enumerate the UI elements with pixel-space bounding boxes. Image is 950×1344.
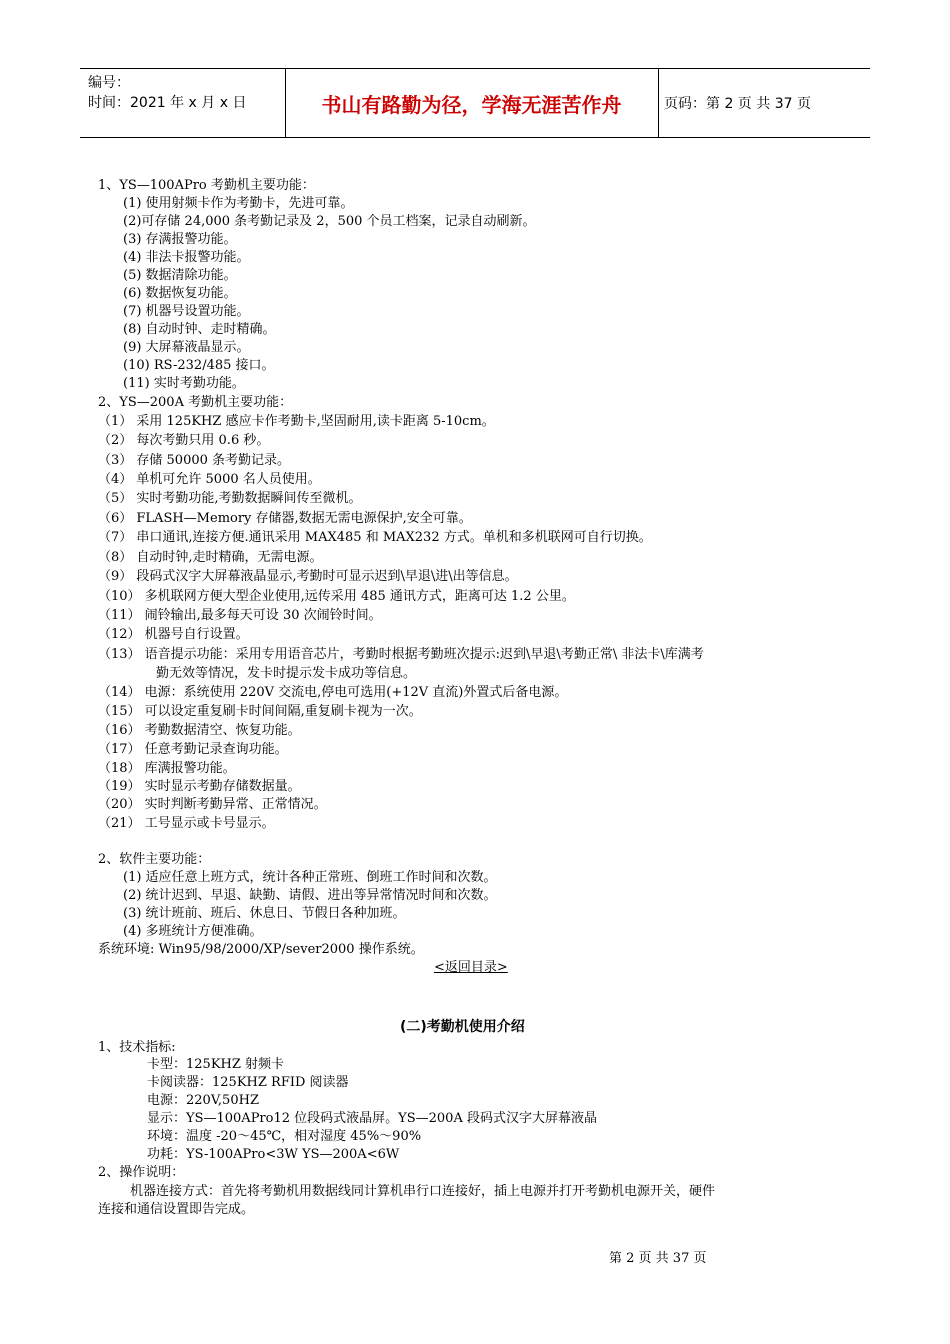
spec-item: 功耗：YS-100APro<3W YS—200A<6W (147, 1147, 400, 1162)
list-item: (7) 机器号设置功能。 (123, 304, 250, 319)
list-item: （16） 考勤数据清空、恢复功能。 (98, 723, 301, 738)
list-item: （19） 实时显示考勤存储数据量。 (98, 779, 301, 794)
list-item: （15） 可以设定重复刷卡时间间隔,重复刷卡视为一次。 (98, 704, 422, 719)
list-item: （6） FLASH—Memory 存储器,数据无需电源保护,安全可靠。 (98, 511, 472, 526)
list-item: （20） 实时判断考勤异常、正常情况。 (98, 797, 327, 812)
paragraph: 机器连接方式：首先将考勤机用数据线同计算机串行口连接好，插上电源并打开考勤机电源开关，硬件 (130, 1184, 716, 1199)
spec-item: 卡型：125KHZ 射频卡 (147, 1057, 285, 1072)
list-item: (11) 实时考勤功能。 (123, 376, 245, 391)
list-item: （7） 串口通讯,连接方便.通讯采用 MAX485 和 MAX232 方式。单机和多机联网可自行切换。 (98, 530, 652, 545)
list-item: （3） 存储 50000 条考勤记录。 (98, 453, 291, 468)
back-to-contents-link[interactable]: <返回目录> (434, 960, 508, 975)
list-item: (2) 统计迟到、早退、缺勤、请假、进出等异常情况时间和次数。 (123, 888, 497, 903)
list-item: （9） 段码式汉字大屏幕液晶显示,考勤时可显示迟到\早退\进\出等信息。 (98, 569, 518, 584)
page-header (80, 68, 870, 138)
header-divider (658, 69, 659, 137)
list-item: (10) RS-232/485 接口。 (123, 358, 275, 373)
spec-item: 电源：220V,50HZ (147, 1093, 259, 1108)
paragraph-continuation: 连接和通信设置即告完成。 (98, 1202, 255, 1217)
page-footer: 第 2 页 共 37 页 (609, 1251, 707, 1266)
list-item: (8) 自动时钟、走时精确。 (123, 322, 276, 337)
list-item: （14） 电源：系统使用 220V 交流电,停电可选用(+12V 直流)外置式后备电源。 (98, 685, 568, 700)
list-item: （21） 工号显示或卡号显示。 (98, 816, 275, 831)
list-item: (9) 大屏幕液晶显示。 (123, 340, 250, 355)
list-item: （11） 闹铃输出,最多每天可设 30 次闹铃时间。 (98, 608, 382, 623)
list-item: （5） 实时考勤功能,考勤数据瞬间传至微机。 (98, 491, 362, 506)
section-heading: 1、YS—100APro 考勤机主要功能： (98, 178, 315, 193)
list-item: （12） 机器号自行设置。 (98, 627, 249, 642)
section-heading: 1、技术指标: (98, 1040, 176, 1055)
header-motto: 书山有路勤为径，学海无涯苦作舟 (321, 92, 622, 117)
list-item: (4) 非法卡报警功能。 (123, 250, 250, 265)
list-item: （18） 库满报警功能。 (98, 761, 236, 776)
list-item: (2)可存储 24,000 条考勤记录及 2，500 个员工档案，记录自动刷新。 (123, 214, 536, 229)
system-environment: 系统环境: Win95/98/2000/XP/sever2000 操作系统。 (98, 942, 424, 957)
list-item: (5) 数据清除功能。 (123, 268, 237, 283)
spec-item: 卡阅读器：125KHZ RFID 阅读器 (147, 1075, 349, 1090)
doc-time-label: 时间：2021 年 x 月 x 日 (88, 95, 247, 111)
list-item: （13） 语音提示功能：采用专用语音芯片，考勤时根据考勤班次提示:迟到\早退\考勤正常\ 非法卡\库满考 (98, 647, 704, 662)
list-item-continuation: 勤无效等情况，发卡时提示发卡成功等信息。 (156, 666, 417, 681)
list-item: (1) 适应任意上班方式，统计各种正常班、倒班工作时间和次数。 (123, 870, 497, 885)
list-item: (3) 存满报警功能。 (123, 232, 237, 247)
header-page-info: 页码：第 2 页 共 37 页 (664, 96, 811, 112)
list-item: (1) 使用射频卡作为考勤卡，先进可靠。 (123, 196, 354, 211)
header-meta (88, 73, 246, 113)
section-heading: 2、软件主要功能： (98, 852, 211, 867)
list-item: （1） 采用 125KHZ 感应卡作考勤卡,坚固耐用,读卡距离 5-10cm。 (98, 414, 495, 429)
spec-item: 环境：温度 -20～45℃，相对湿度 45%～90% (147, 1129, 422, 1144)
list-item: （2） 每次考勤只用 0.6 秒。 (98, 433, 270, 448)
list-item: (4) 多班统计方便准确。 (123, 924, 263, 939)
doc-number-label: 编号： (88, 75, 130, 91)
list-item: （8） 自动时钟,走时精确，无需电源。 (98, 550, 323, 565)
spec-item: 显示：YS—100APro12 位段码式液晶屏。YS—200A 段码式汉字大屏幕液晶 (147, 1111, 597, 1126)
list-item: (3) 统计班前、班后、休息日、节假日各种加班。 (123, 906, 406, 921)
section-title: (二)考勤机使用介绍 (400, 1019, 525, 1035)
section-heading: 2、YS—200A 考勤机主要功能： (98, 395, 293, 410)
section-heading: 2、操作说明： (98, 1165, 185, 1180)
list-item: （17） 任意考勤记录查询功能。 (98, 742, 288, 757)
list-item: （10） 多机联网方便大型企业使用,远传采用 485 通讯方式，距离可达 1.2 公里。 (98, 589, 575, 604)
list-item: （4） 单机可允许 5000 名人员使用。 (98, 472, 321, 487)
list-item: (6) 数据恢复功能。 (123, 286, 237, 301)
